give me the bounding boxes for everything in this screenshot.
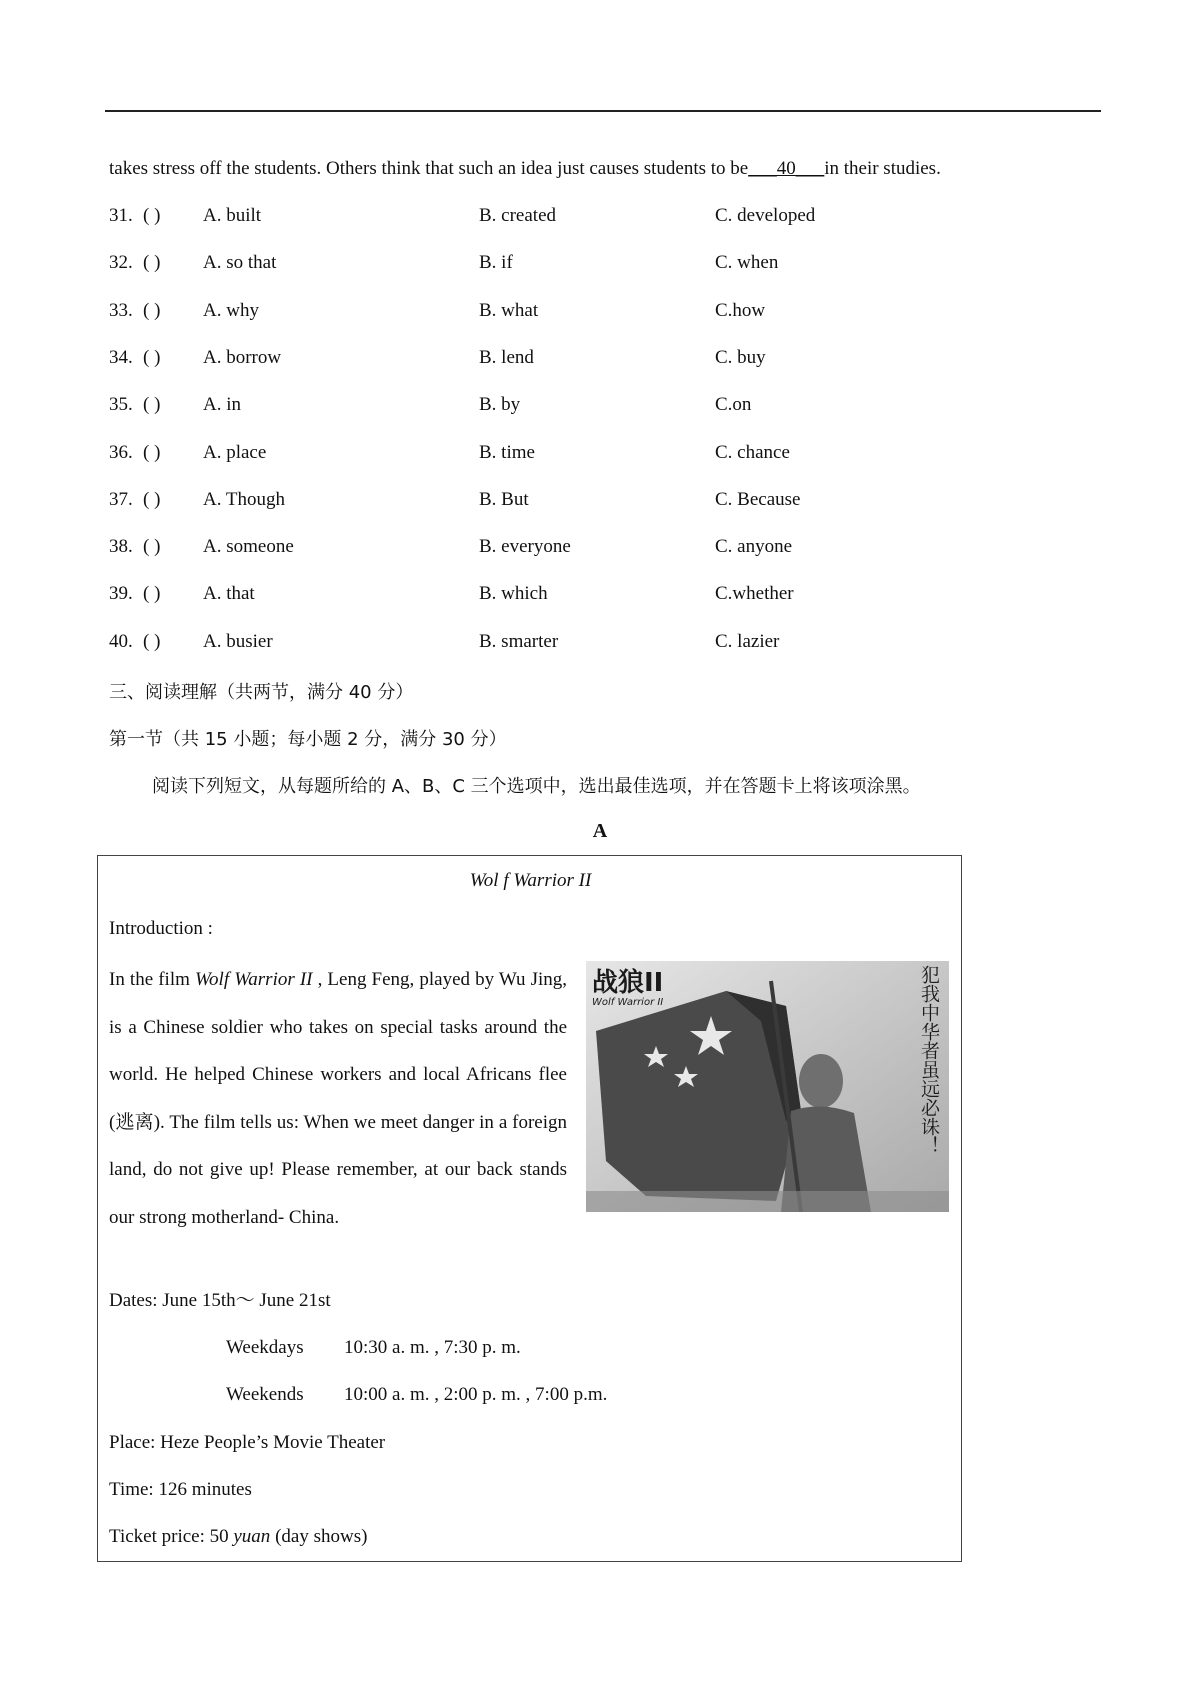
place: Place: Heze People’s Movie Theater [109, 1432, 386, 1453]
answer-paren[interactable]: ( ) [143, 536, 161, 558]
option-a: A. busier [203, 630, 273, 652]
option-c: C.how [715, 299, 766, 321]
question-number: 35. [109, 394, 133, 416]
weekdays-label: Weekdays [226, 1337, 304, 1358]
question-number: 38. [109, 536, 133, 558]
option-c: C. chance [715, 441, 790, 463]
option-b: B. created [479, 205, 557, 226]
option-a: A. place [203, 441, 267, 463]
answer-paren[interactable]: ( ) [143, 488, 161, 510]
question-row [109, 203, 1009, 229]
film-title: Wol f Warrior II [469, 870, 592, 891]
option-a: A. someone [203, 536, 294, 558]
answer-paren[interactable]: ( ) [143, 394, 161, 416]
question-row [109, 250, 1009, 276]
section3-heading: 三、阅读理解（共两节，满分 40 分） [109, 682, 414, 703]
answer-paren[interactable]: ( ) [143, 630, 161, 652]
option-a: A. that [203, 583, 255, 605]
option-c: C. buy [715, 346, 766, 368]
option-c: C. Because [715, 488, 801, 510]
dates: Dates: June 15th～ June 21st [109, 1290, 331, 1311]
answer-paren[interactable]: ( ) [143, 252, 161, 274]
answer-paren[interactable]: ( ) [143, 346, 161, 368]
question-number: 36. [109, 441, 133, 463]
weekends-times: 10:00 a. m. , 2:00 p. m. , 7:00 p.m. [344, 1384, 608, 1405]
option-b: B. which [479, 583, 548, 605]
instructions: 阅读下列短文，从每题所给的 A、B、C 三个选项中，选出最佳选项，并在答题卡上将该项涂黑。 [152, 776, 921, 797]
option-c: C.on [715, 394, 752, 416]
question-row [109, 392, 1009, 418]
option-b: B. lend [479, 346, 534, 368]
option-a: A. in [203, 394, 241, 416]
film-ad-box [97, 855, 962, 1562]
question-number: 34. [109, 346, 133, 368]
answer-paren[interactable]: ( ) [143, 583, 161, 605]
answer-paren[interactable]: ( ) [143, 441, 161, 463]
option-c: C. anyone [715, 536, 793, 558]
question-number: 40. [109, 630, 133, 652]
passage-label: A [592, 820, 608, 842]
poster-slogan: 犯我中华者虽远必诛！ [918, 965, 940, 1155]
question-row [109, 487, 1009, 513]
weekdays-times: 10:30 a. m. , 7:30 p. m. [344, 1337, 521, 1358]
passage-end-line: takes stress off the students. Others think that such an idea just causes students to be___40___in their studies. [109, 158, 941, 179]
option-c: C. lazier [715, 630, 780, 652]
answer-paren[interactable]: ( ) [143, 299, 161, 321]
ticket-price: Ticket price: 50 yuan (day shows) [109, 1526, 368, 1547]
question-number: 31. [109, 205, 133, 226]
blank-40: ___40___ [748, 158, 825, 179]
answer-paren[interactable]: ( ) [143, 205, 161, 226]
option-c: C.whether [715, 583, 794, 605]
option-b: B. everyone [479, 536, 571, 558]
question-row [109, 581, 1009, 607]
option-b: B. smarter [479, 630, 559, 652]
question-number: 33. [109, 299, 133, 321]
poster-logo: 战狼II [592, 968, 664, 998]
weekends-label: Weekends [226, 1384, 304, 1405]
option-a: A. built [203, 205, 262, 226]
running-time: Time: 126 minutes [109, 1479, 252, 1500]
question-row [109, 298, 1009, 324]
option-a: A. why [203, 299, 259, 321]
film-poster-image [586, 961, 949, 1212]
option-a: A. so that [203, 252, 277, 274]
film-intro-paragraph: In the film Wolf Warrior II , Leng Feng, played by Wu Jing, is a Chinese soldier who takes on special tasks around the world. He helped Chinese workers and local Africans flee (逃离). The film tells us: When we meet danger in a foreign land, do not give up! Please remember, at our back stands our strong motherland- China. [109, 969, 568, 1228]
option-b: B. if [479, 252, 513, 274]
poster-subtitle: Wolf Warrior II [592, 997, 664, 1008]
question-number: 37. [109, 488, 133, 510]
option-b: B. what [479, 299, 539, 321]
question-row [109, 345, 1009, 371]
question-row [109, 629, 1009, 655]
option-b: B. But [479, 488, 529, 510]
section1-heading: 第一节（共 15 小题；每小题 2 分，满分 30 分） [109, 729, 507, 750]
question-row [109, 440, 1009, 466]
intro-label: Introduction : [109, 918, 213, 939]
option-b: B. time [479, 441, 535, 463]
header-rule [105, 110, 1101, 112]
question-number: 32. [109, 252, 133, 274]
option-a: A. Though [203, 488, 285, 510]
option-b: B. by [479, 394, 521, 416]
option-c: C. developed [715, 205, 816, 226]
question-row [109, 534, 1009, 560]
option-a: A. borrow [203, 346, 282, 368]
question-number: 39. [109, 583, 133, 605]
option-c: C. when [715, 252, 779, 274]
